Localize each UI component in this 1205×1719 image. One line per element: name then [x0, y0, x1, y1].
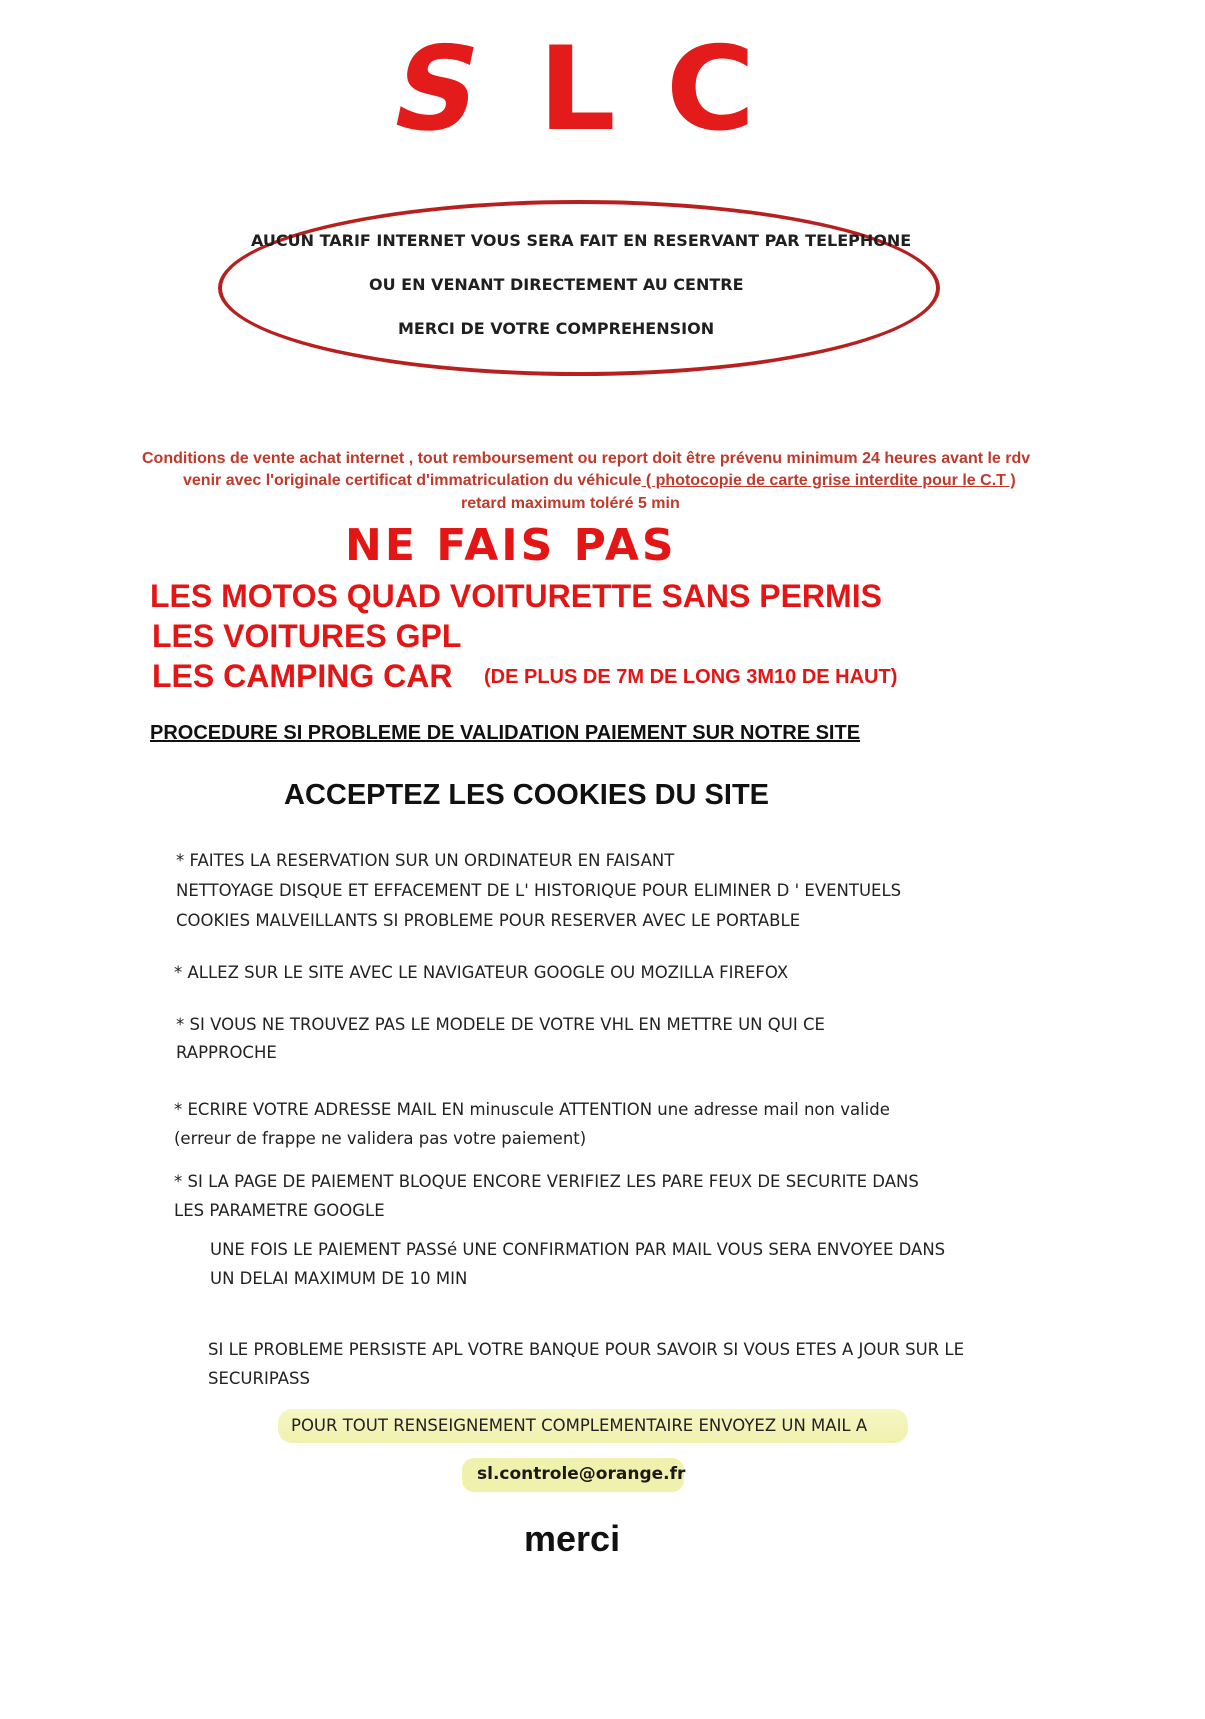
conditions-line-2	[183, 472, 1016, 490]
conditions-line-3: retard maximum toléré 5 min	[461, 495, 680, 512]
conditions-line-1: Conditions de vente achat internet , tout remboursement ou report doit être prévenu minimum 24 heures avant le rdv	[142, 450, 1031, 467]
slc-logo	[0, 22, 1100, 157]
conditions-line-2-underlined: ( photocopie de carte grise interdite pour le C.T )	[641, 472, 1016, 489]
step-2: * ALLEZ SUR LE SITE AVEC LE NAVIGATEUR GOOGLE OU MOZILLA FIREFOX	[174, 963, 789, 982]
logo-letter-s: S	[380, 22, 494, 157]
notice-line-2: OU EN VENANT DIRECTEMENT AU CENTRE	[369, 275, 744, 294]
step-3-line-1: * SI VOUS NE TROUVEZ PAS LE MODELE DE VOTRE VHL EN METTRE UN QUI CE	[176, 1015, 825, 1034]
bank-line-1: SI LE PROBLEME PERSISTE APL VOTRE BANQUE POUR SAVOIR SI VOUS ETES A JOUR SUR LE	[208, 1340, 965, 1359]
restriction-item-camping-car: LES CAMPING CAR	[152, 658, 453, 694]
confirmation-line-1: UNE FOIS LE PAIEMENT PASSé UNE CONFIRMATION PAR MAIL VOUS SERA ENVOYEE DANS	[210, 1240, 946, 1259]
step-4-line-1: * ECRIRE VOTRE ADRESSE MAIL EN minuscule ATTENTION une adresse mail non valide	[174, 1100, 890, 1119]
step-5-line-2: LES PARAMETRE GOOGLE	[174, 1201, 385, 1220]
logo-letter-l: L	[538, 22, 616, 157]
contact-text: POUR TOUT RENSEIGNEMENT COMPLEMENTAIRE ENVOYEZ UN MAIL A	[291, 1416, 868, 1435]
step-1-line-3: COOKIES MALVEILLANTS SI PROBLEME POUR RESERVER AVEC LE PORTABLE	[176, 911, 801, 930]
restriction-item-motos: LES MOTOS QUAD VOITURETTE SANS PERMIS	[150, 578, 882, 614]
step-4-line-2: (erreur de frappe ne validera pas votre paiement)	[174, 1129, 587, 1148]
confirmation-line-2: UN DELAI MAXIMUM DE 10 MIN	[210, 1269, 468, 1288]
merci-footer: merci	[524, 1518, 621, 1559]
contact-email[interactable]: sl.controle@orange.fr	[477, 1464, 686, 1484]
step-1-line-2: NETTOYAGE DISQUE ET EFFACEMENT DE L' HISTORIQUE POUR ELIMINER D ' EVENTUELS	[176, 881, 902, 900]
conditions-line-2-prefix: venir avec l'originale certificat d'immatriculation du véhicule	[183, 472, 642, 489]
step-5-line-1: * SI LA PAGE DE PAIEMENT BLOQUE ENCORE VERIFIEZ LES PARE FEUX DE SECURITE DANS	[174, 1172, 919, 1191]
procedure-title: PROCEDURE SI PROBLEME DE VALIDATION PAIEMENT SUR NOTRE SITE	[150, 722, 861, 744]
logo-letter-c: C	[665, 22, 756, 157]
notice-line-1: AUCUN TARIF INTERNET VOUS SERA FAIT EN RESERVANT PAR TELEPHONE	[251, 231, 912, 250]
restrictions-heading: NE FAIS PAS	[345, 520, 677, 571]
restriction-item-camping-car-note: (DE PLUS DE 7M DE LONG 3M10 DE HAUT)	[484, 666, 898, 688]
notice-line-3: MERCI DE VOTRE COMPREHENSION	[398, 319, 715, 338]
step-3-line-2: RAPPROCHE	[176, 1043, 277, 1062]
step-1-line-1: * FAITES LA RESERVATION SUR UN ORDINATEUR EN FAISANT	[176, 851, 675, 870]
cookies-heading: ACCEPTEZ LES COOKIES DU SITE	[284, 779, 769, 811]
bank-line-2: SECURIPASS	[208, 1369, 310, 1388]
restriction-item-gpl: LES VOITURES GPL	[152, 618, 462, 654]
